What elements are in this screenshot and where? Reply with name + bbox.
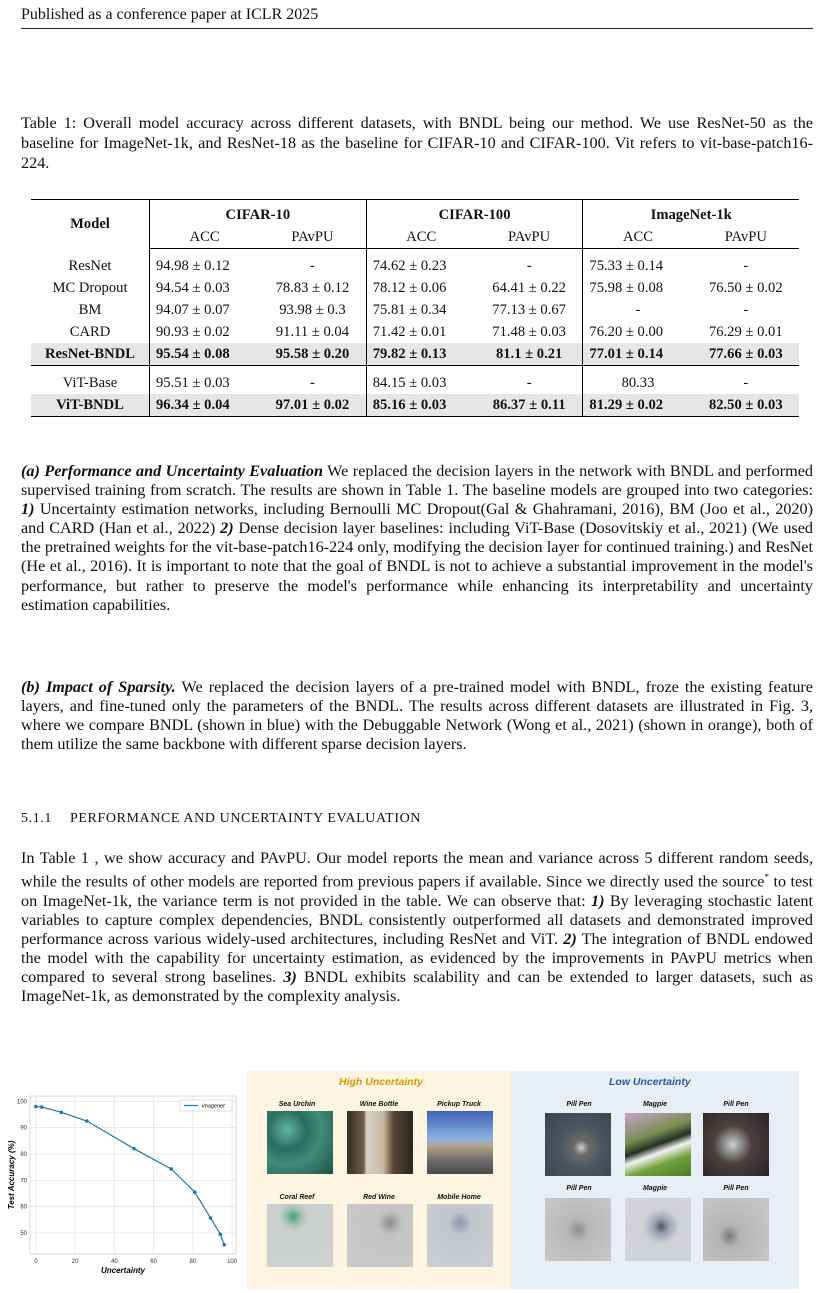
table-cell: 75.33 ± 0.14 <box>583 255 693 277</box>
x-axis-label: Uncertainty <box>100 1266 146 1275</box>
table-cell: 76.50 ± 0.02 <box>708 279 783 296</box>
metric-header: PAvPU <box>476 226 583 249</box>
table-cell: 86.37 ± 0.11 <box>476 394 583 417</box>
table-cell: 74.62 ± 0.23 <box>366 255 476 277</box>
table-cell: 79.82 ± 0.13 <box>366 343 476 366</box>
table-cell: 75.98 ± 0.08 <box>583 277 693 299</box>
high-uncertainty-panel <box>247 1071 511 1289</box>
image-label: Sea Urchin <box>278 1101 316 1108</box>
model-name: MC Dropout <box>52 279 128 296</box>
list-marker: 1) <box>21 500 35 519</box>
table-cell: 77.01 ± 0.14 <box>583 343 693 366</box>
x-tick-label: 20 <box>71 1259 79 1265</box>
y-tick-label: 100 <box>16 1099 27 1106</box>
model-name: BM <box>78 301 102 318</box>
x-tick-label: 80 <box>189 1259 197 1265</box>
x-tick-label: 60 <box>150 1259 157 1265</box>
image-label: Pickup Truck <box>437 1101 481 1108</box>
list-marker: 1) <box>590 891 605 910</box>
section-title: PERFORMANCE AND UNCERTAINTY EVALUATION <box>70 811 422 826</box>
magpie-image <box>625 1198 691 1261</box>
table-cell: - <box>526 257 532 274</box>
table-cell: 81.1 ± 0.21 <box>476 343 583 366</box>
image-label: Pill Pen <box>723 1185 749 1192</box>
table-row <box>31 394 799 417</box>
x-tick-label: 40 <box>111 1259 118 1265</box>
wine-bottle-image <box>347 1111 413 1174</box>
image-label: Wine Bottle <box>359 1101 399 1108</box>
model-header: Model <box>31 200 150 249</box>
paragraph-a-title: (a) Performance and Uncertainty Evaluation <box>21 462 324 480</box>
table-row <box>31 372 799 394</box>
model-name: CARD <box>69 323 111 340</box>
data-point <box>209 1216 213 1220</box>
data-point <box>40 1105 44 1109</box>
table-cell: 82.50 ± 0.03 <box>693 394 799 417</box>
table-cell: 94.07 ± 0.07 <box>150 299 260 321</box>
table-cell: 71.48 ± 0.03 <box>492 323 566 340</box>
x-tick-label: 0 <box>34 1259 38 1265</box>
paragraph-text: By leveraging stochastic latent variables to capture complex dependencies, BNDL consistently outperformed all datasets and demonstrated improved performance across various widely-used architectures, including ResNet and ViT. <box>21 891 813 948</box>
x-tick-label: 100 <box>227 1259 238 1265</box>
table-cell: 75.81 ± 0.34 <box>366 299 476 321</box>
paragraph-text: to test on ImageNet-1k, the variance term is not provided in the table. We can observe that: <box>21 872 813 910</box>
list-marker: 2) <box>220 519 234 538</box>
image-label: Magpie <box>642 1185 668 1192</box>
table-cell: - <box>309 374 315 391</box>
table-row <box>31 277 799 299</box>
table-cell: 80.33 <box>583 372 693 394</box>
image-label: Red Wine <box>363 1194 395 1201</box>
high-uncertainty-title: High Uncertainty <box>339 1076 424 1088</box>
table-cell: - <box>743 257 749 274</box>
mobile-home-image <box>427 1204 493 1267</box>
table-cell: 94.98 ± 0.12 <box>150 255 260 277</box>
plot-area <box>30 1096 236 1254</box>
table-cell: 95.58 ± 0.20 <box>259 343 366 366</box>
accuracy-uncertainty-chart <box>0 1090 244 1282</box>
data-point <box>193 1190 197 1194</box>
list-marker: 3) <box>283 967 297 986</box>
red-wine-image <box>347 1204 413 1267</box>
image-label: Magpie <box>642 1101 668 1108</box>
table-cell: 76.20 ± 0.00 <box>583 321 693 343</box>
section-heading <box>21 811 421 827</box>
results-table <box>31 199 799 417</box>
image-label: Pill Pen <box>566 1185 592 1192</box>
table-row <box>31 321 799 343</box>
y-tick-label: 90 <box>20 1125 27 1132</box>
low-uncertainty-panel <box>511 1071 799 1289</box>
y-tick-label: 80 <box>20 1151 27 1158</box>
model-name: ResNet <box>68 257 112 274</box>
paragraph-text: Uncertainty estimation networks, including Bernoulli MC Dropout(Gal & Ghahramani, 2016), BM (Joo et al., 2020) and CARD (Han et al., 2022) <box>21 500 813 538</box>
paragraph-b <box>21 678 813 754</box>
table-cell: - <box>743 301 749 318</box>
pickup-truck-image <box>427 1111 493 1174</box>
data-point <box>85 1119 89 1123</box>
footnote-mark: * <box>764 872 769 883</box>
low-uncertainty-title: Low Uncertainty <box>609 1076 691 1088</box>
data-point <box>169 1167 173 1171</box>
table-cell: 97.01 ± 0.02 <box>259 394 366 417</box>
data-point <box>60 1111 64 1115</box>
sea-urchin-image <box>267 1111 333 1174</box>
paragraph-c <box>21 849 813 1006</box>
y-tick-label: 70 <box>20 1178 27 1185</box>
table-cell: 95.51 ± 0.03 <box>150 372 260 394</box>
table-row <box>31 299 799 321</box>
paragraph-text: We replaced the decision layers of a pre-trained model with BNDL, froze the existing feature layers, and fine-tuned only the parameters of the BNDL. The results across different datasets are illustrated in Fig. 3, where we compare BNDL (shown in blue) with the Debuggable Network (Wong et al., 2021) (shown in orange), both of them utilize the same backbone with different sparse decision layers. <box>21 678 813 754</box>
pill-pen-image <box>703 1113 769 1176</box>
magpie-image <box>625 1113 691 1176</box>
image-label: Pill Pen <box>566 1101 592 1108</box>
table-cell: 81.29 ± 0.02 <box>583 394 693 417</box>
y-axis-label: Test Accuracy (%) <box>7 1140 16 1210</box>
dataset-header: CIFAR-100 <box>366 200 583 227</box>
table-cell: 95.54 ± 0.08 <box>150 343 260 366</box>
y-tick-label: 50 <box>20 1230 27 1237</box>
image-label: Coral Reef <box>279 1194 315 1201</box>
legend-label: imagenet <box>202 1103 225 1110</box>
table-cell: 93.98 ± 0.3 <box>279 301 346 318</box>
table-cell: 77.13 ± 0.67 <box>492 301 566 318</box>
paragraph-text: In Table 1 , we show accuracy and PAvPU. Our model reports the mean and variance across 5 different random seeds, while the results of other models are reported from previous papers if available. Since we directly used the source <box>21 849 813 891</box>
table-row <box>31 255 799 277</box>
dataset-header: CIFAR-10 <box>150 200 367 227</box>
table-cell: 91.11 ± 0.04 <box>275 323 349 340</box>
table-cell: 96.34 ± 0.04 <box>150 394 260 417</box>
model-name: ResNet-BNDL <box>31 343 150 366</box>
pill-pen-image <box>545 1113 611 1176</box>
paragraph-b-title: (b) Impact of Sparsity. <box>21 678 176 696</box>
table-cell: 85.16 ± 0.03 <box>366 394 476 417</box>
table-cell: 76.29 ± 0.01 <box>708 323 783 340</box>
table-cell: - <box>583 299 693 321</box>
paragraph-text: Dense decision layer baselines: including ViT-Base (Dosovitskiy et al., 2021) (We used the pretrained weights for the vit-base-patch16-224 only, modifying the decision layer for continued training.) and ResNet (He et al., 2016). It is important to note that the goal of BNDL is not to achieve a substantial improvement in the model's performance, but rather to preserve the model's performance while enhancing its interpretability and uncertainty estimation capabilities. <box>21 519 813 614</box>
image-label: Pill Pen <box>723 1101 749 1108</box>
data-point <box>34 1105 38 1109</box>
list-marker: 2) <box>563 929 577 948</box>
table-cell: 84.15 ± 0.03 <box>366 372 476 394</box>
metric-header: ACC <box>583 226 693 249</box>
table-cell: 78.12 ± 0.06 <box>366 277 476 299</box>
coral-reef-image <box>267 1204 333 1267</box>
table-caption: Table 1: Overall model accuracy across different datasets, with BNDL being our method. We use ResNet-50 as the baseline for ImageNet-1k, and ResNet-18 as the baseline for CIFAR-10 and CIFAR-100. Vit refers to vit-base-patch16-224. <box>21 114 813 172</box>
section-number: 5.1.1 <box>21 811 52 826</box>
pill-pen-image <box>545 1198 611 1261</box>
table-cell: 77.66 ± 0.03 <box>693 343 799 366</box>
metric-header: PAvPU <box>259 226 366 249</box>
table-cell: 78.83 ± 0.12 <box>275 279 350 296</box>
paragraph-text: We replaced the decision layers in the network with BNDL and performed supervised training from scratch. The results are shown in Table 1. The baseline models are grouped into two categories: <box>21 462 813 500</box>
table-cell: 90.93 ± 0.02 <box>150 321 260 343</box>
y-tick-label: 60 <box>20 1204 27 1211</box>
data-point <box>219 1232 223 1236</box>
data-point <box>222 1243 226 1247</box>
paragraph-text: BNDL exhibits scalability and can be extended to larger datasets, such as ImageNet-1k, as demonstrated by the complexity analysis. <box>21 967 813 1006</box>
running-header: Published as a conference paper at ICLR 2025 <box>21 6 813 29</box>
table-cell: 71.42 ± 0.01 <box>366 321 476 343</box>
image-label: Mobile Home <box>437 1194 481 1201</box>
data-point <box>132 1147 136 1151</box>
dataset-header: ImageNet-1k <box>583 200 799 227</box>
metric-header: ACC <box>366 226 476 249</box>
pill-pen-image <box>703 1198 769 1261</box>
metric-header: ACC <box>150 226 260 249</box>
table-cell: - <box>743 374 749 391</box>
table-cell: - <box>526 374 532 391</box>
paragraph-text: The integration of BNDL endowed the model with the capability for uncertainty estimation, as evidenced by the improvements in PAvPU metrics when compared to several strong baselines. <box>21 929 813 986</box>
table-cell: - <box>309 257 315 274</box>
table-row <box>31 343 799 366</box>
model-name: ViT-BNDL <box>31 394 150 417</box>
metric-header: PAvPU <box>693 226 799 249</box>
model-name: ViT-Base <box>62 374 118 391</box>
table-cell: 64.41 ± 0.22 <box>492 279 566 296</box>
table-cell: 94.54 ± 0.03 <box>150 277 260 299</box>
paragraph-a <box>21 462 813 615</box>
